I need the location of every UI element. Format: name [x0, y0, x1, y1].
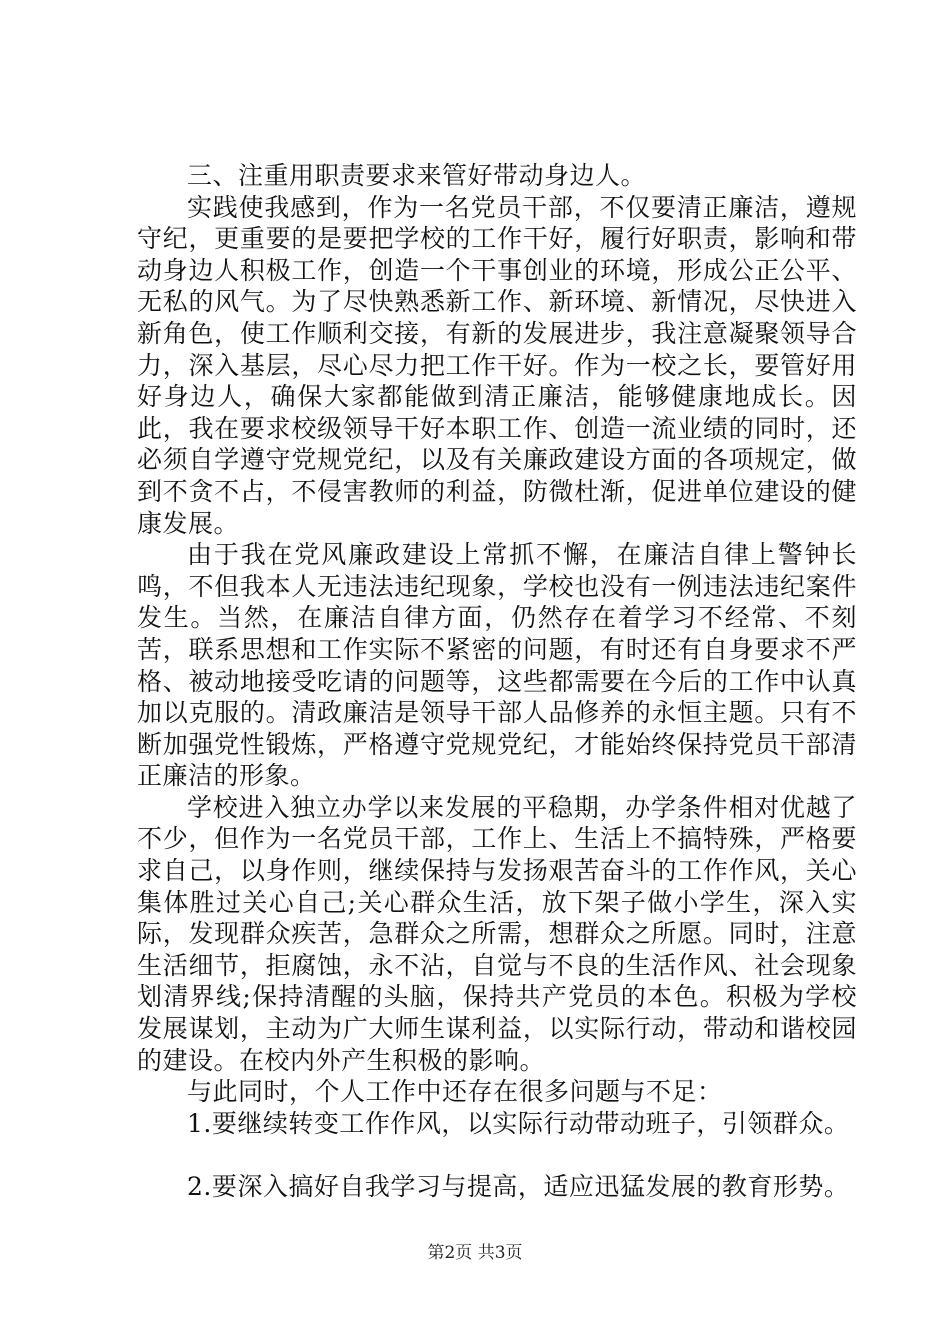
list-item: 2.要深入搞好自我学习与提高，适应迅猛发展的教育形势。 [187, 1172, 850, 1201]
page-number-footer: 第2页 共3页 [427, 1243, 523, 1263]
body-paragraph: 由于我在党风廉政建设上常抓不懈，在廉洁自律上警钟长鸣，不但我本人无违法违纪现象，学校也没有一例违法违纪案件发生。当然，在廉洁自律方面，仍然存在着学习不经常、不刻苦，联系思想和工作实际不紧密的问题，有时还有自身要求不严格、被动地接受吃请的问题等，这些都需要在今后的工作中认真加以克服的。清政廉洁是领导干部人品修养的永恒主题。只有不断加强党性锻炼，严格遵守党规党纪，才能始终保持党员干部清正廉洁的形象。 [137, 540, 857, 791]
body-paragraph: 实践使我感到，作为一名党员干部，不仅要清正廉洁，遵规守纪，更重要的是要把学校的工作干好，履行好职责，影响和带动身边人积极工作，创造一个干事创业的环境，形成公正公平、无私的风气。为了尽快熟悉新工作、新环境、新情况，尽快进入新角色，使工作顺利交接，有新的发展进步，我注意凝聚领导合力，深入基层，尽心尽力把工作干好。作为一校之长，要管好用好身边人，确保大家都能做到清正廉洁，能够健康地成长。因此，我在要求校级领导干好本职工作、创造一流业绩的同时，还必须自学遵守党规党纪，以及有关廉政建设方面的各项规定，做到不贪不占，不侵害教师的利益，防微杜渐，促进单位建设的健康发展。 [137, 192, 857, 538]
body-paragraph: 学校进入独立办学以来发展的平稳期，办学条件相对优越了不少，但作为一名党员干部，工作上、生活上不搞特殊，严格要求自己，以身作则，继续保持与发扬艰苦奋斗的工作作风，关心集体胜过关心自己;关心群众生活，放下架子做小学生，深入实际，发现群众疾苦，急群众之所需，想群众之所愿。同时，注意生活细节，拒腐蚀，永不沾，自觉与不良的生活作风、社会现象划清界线;保持清醒的头脑，保持共产党员的本色。积极为学校发展谋划，主动为广大师生谋利益，以实际行动，带动和谐校园的建设。在校内外产生积极的影响。 [137, 792, 857, 1075]
section-heading: 三、注重用职责要求来管好带动身边人。 [187, 161, 647, 190]
list-item: 1.要继续转变工作作风，以实际行动带动班子，引领群众。 [187, 1108, 850, 1138]
document-body [137, 160, 857, 1203]
body-paragraph: 与此同时，个人工作中还存在很多问题与不足： [187, 1077, 723, 1107]
